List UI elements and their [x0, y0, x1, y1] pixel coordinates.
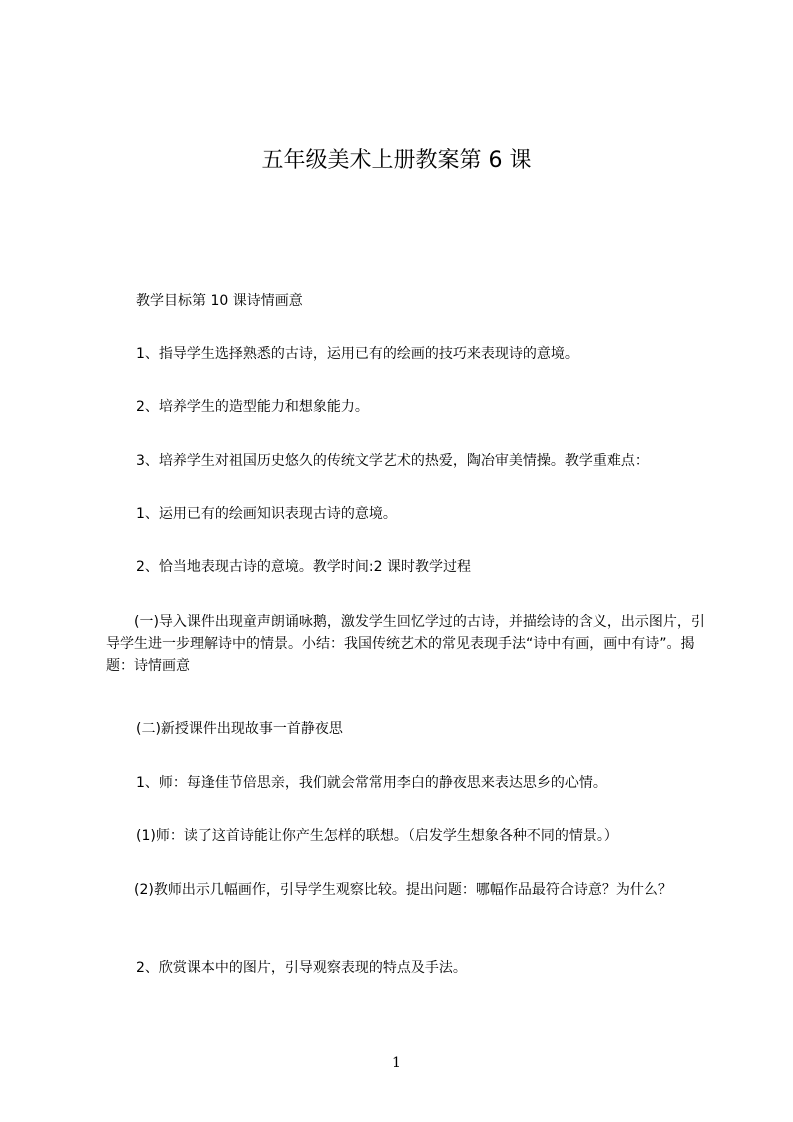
paragraph: 3、培养学生对祖国历史悠久的传统文学艺术的热爱，陶冶审美情操。教学重难点：	[136, 453, 649, 469]
page-number: 1	[392, 1055, 401, 1071]
paragraph: 2、培养学生的造型能力和想象能力。	[136, 399, 369, 415]
paragraph: 2、欣赏课本中的图片，引导观察表现的特点及手法。	[136, 960, 467, 976]
paragraph: (1)师：读了这首诗能让你产生怎样的联想。（启发学生想象各种不同的情景。）	[136, 828, 618, 844]
paragraph: 2、恰当地表现古诗的意境。教学时间:2 课时教学过程	[136, 559, 471, 575]
document-title: 五年级美术上册教案第 6 课	[261, 148, 532, 173]
paragraph: (一)导入课件出现童声朗诵咏鹅，激发学生回忆学过的古诗，并描绘诗的含义，出示图片，引导学生进一步理解诗中的情景。小结：我国传统艺术的常见表现手法“诗中有画，画中有诗”。揭题：诗情画意	[106, 614, 705, 674]
paragraph: 教学目标第 10 课诗情画意	[136, 293, 303, 309]
paragraph: 1、师：每逢佳节倍思亲，我们就会常常用李白的静夜思来表达思乡的心情。	[136, 775, 607, 791]
paragraph: (2)教师出示几幅画作，引导学生观察比较。提出问题：哪幅作品最符合诗意？为什么？	[134, 882, 672, 898]
paragraph: 1、运用已有的绘画知识表现古诗的意境。	[136, 506, 397, 522]
paragraph: 1、指导学生选择熟悉的古诗，运用已有的绘画的技巧来表现诗的意境。	[136, 346, 579, 362]
paragraph: (二)新授课件出现故事一首静夜思	[136, 721, 343, 737]
